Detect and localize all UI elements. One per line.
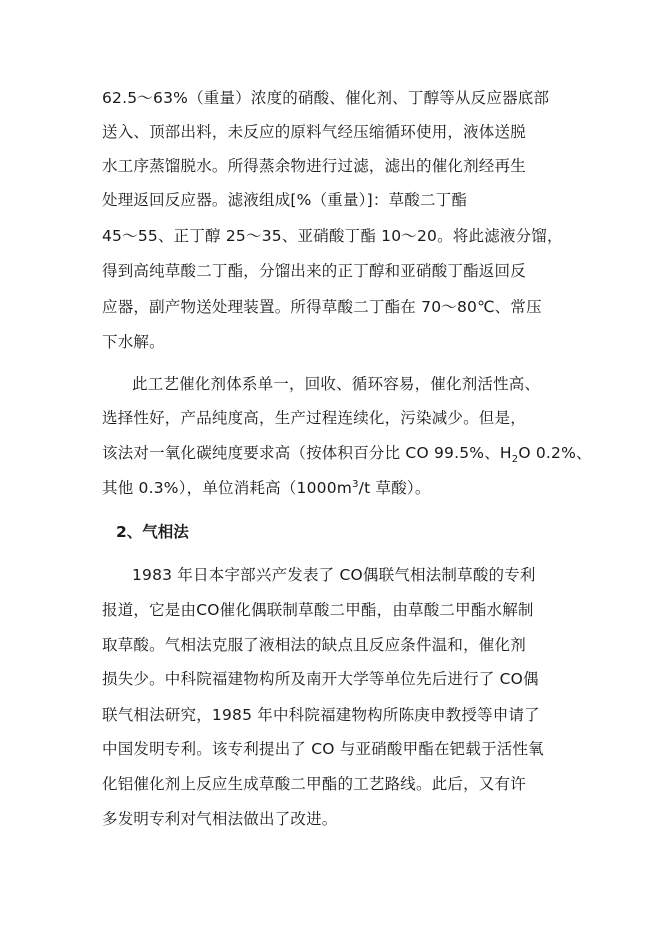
- text-line: 送入、顶部出料，未反应的原料气经压缩循环使用，液体送脱: [102, 123, 526, 141]
- text-line: 62.5～63%（重量）浓度的硝酸、催化剂、丁醇等从反应器底部: [102, 89, 550, 107]
- text-line: 此工艺催化剂体系单一，回收、循环容易，催化剂活性高、: [132, 375, 541, 393]
- subscript: 2: [511, 454, 519, 466]
- text-line: 45～55、正丁醇 25～35、亚硝酸丁酯 10～20。将此滤液分馏，: [102, 227, 563, 245]
- text-line: 损失少。中科院福建物构所及南开大学等单位先后进行了 CO偶: [102, 670, 539, 688]
- text-line: 处理返回反应器。滤液组成[%（重量）]：草酸二丁酯: [102, 191, 468, 209]
- text-line: 1983 年日本宇部兴产发表了 CO偶联气相法制草酸的专利: [132, 566, 536, 584]
- text-line: 应器，副产物送处理装置。所得草酸二丁酯在 70～80℃、常压: [102, 298, 542, 316]
- text-run: 该法对一氧化碳纯度要求高（按体积百分比 CO 99.5%、H: [102, 444, 512, 462]
- text-run: O 0.2%、: [518, 444, 592, 462]
- superscript: 3: [352, 478, 359, 490]
- text-run: /t 草酸）。: [358, 479, 431, 497]
- text-line: 联气相法研究，1985 年中科院福建物构所陈庚申教授等申请了: [102, 706, 540, 724]
- section-heading: 2、气相法: [116, 523, 189, 541]
- text-line: [102, 443, 592, 466]
- text-line: 选择性好，产品纯度高，生产过程连续化，污染减少。但是，: [102, 409, 526, 427]
- text-line: 中国发明专利。该专利提出了 CO 与亚硝酸甲酯在钯载于活性氧: [102, 740, 544, 758]
- text-line: 报道，它是由CO催化偶联制草酸二甲酯，由草酸二甲酯水解制: [102, 601, 534, 619]
- text-run: 其他 0.3%），单位消耗高（1000m: [102, 479, 353, 497]
- text-line: 得到高纯草酸二丁酯，分馏出来的正丁醇和亚硝酸丁酯返回反: [102, 262, 526, 280]
- text-line: [102, 478, 431, 498]
- text-line: 取草酸。气相法克服了液相法的缺点且反应条件温和，催化剂: [102, 636, 526, 654]
- text-line: 水工序蒸馏脱水。所得蒸余物进行过滤，滤出的催化剂经再生: [102, 157, 526, 175]
- text-line: 多发明专利对气相法做出了改进。: [102, 810, 338, 828]
- text-line: 下水解。: [102, 333, 165, 351]
- text-line: 化铝催化剂上反应生成草酸二甲酯的工艺路线。此后，又有许: [102, 775, 526, 793]
